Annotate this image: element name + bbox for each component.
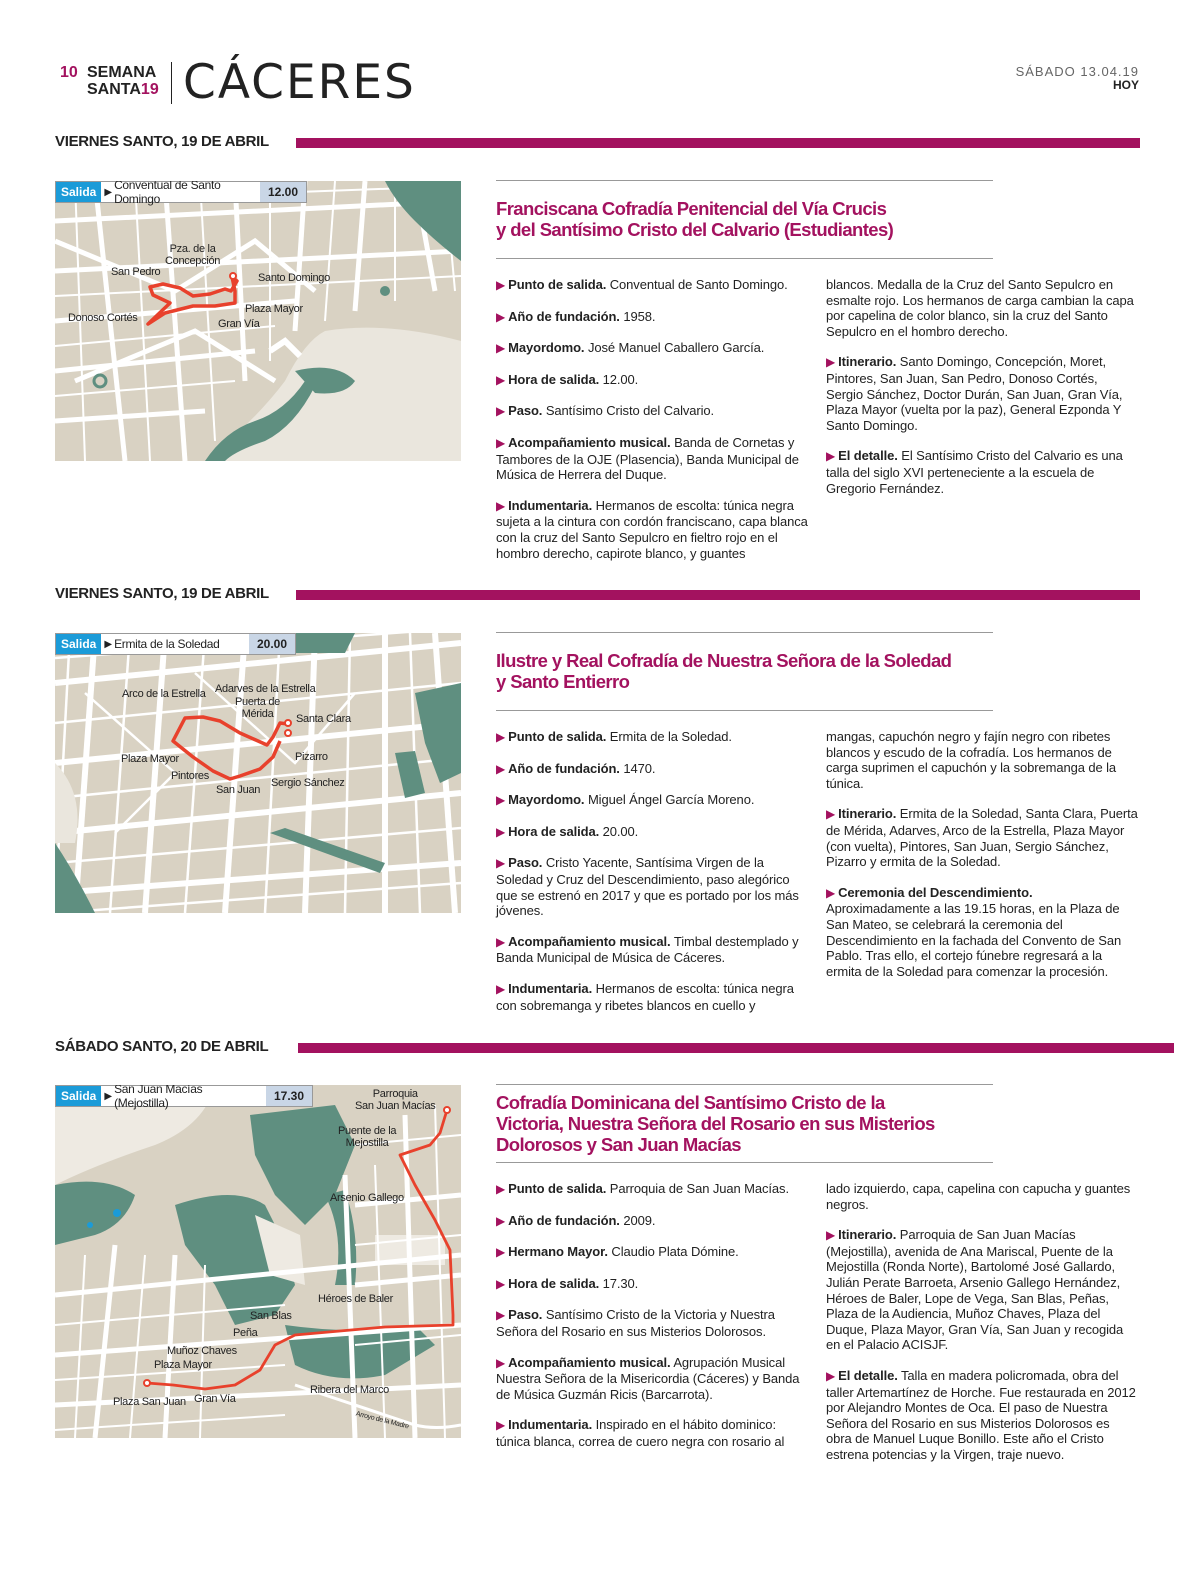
map-label: Santa Clara	[296, 713, 351, 725]
info-label: Paso.	[508, 403, 543, 419]
info-item	[496, 981, 808, 1013]
title-line: Franciscana Cofradía Penitencial del Vía Crucis	[496, 198, 887, 219]
info-item	[496, 1181, 808, 1198]
salida-time: 12.00	[260, 182, 306, 202]
info-text: blancos. Medalla de la Cruz del Santo Sepulcro en esmalte rojo. Los hermanos de carga cambian la capa por capelina de color blanco, sin la cruz del Santo Sepulcro en el hombro derecho.	[826, 277, 1134, 339]
info-item	[826, 806, 1138, 869]
info-column-3b	[826, 1181, 1138, 1478]
map-label: Muñoz Chaves	[167, 1345, 237, 1357]
info-text: El Santísimo Cristo del Calvario es una talla del siglo XVI perteneciente a la escuela de Gregorio Fernández.	[826, 448, 1123, 496]
info-text: Aproximadamente a las 19.15 horas, en la Plaza de San Mateo, se celebrará la ceremonia del Descendimiento en la fachada del Convento de San Pablo. Tras ello, el cortejo fúnebre regresará a la ermita de la Soledad para comenzar la procesión.	[826, 901, 1122, 979]
triangle-icon: ▶	[826, 1368, 836, 1383]
info-text: Conventual de Santo Domingo.	[606, 277, 788, 292]
info-label: Hora de salida.	[508, 371, 600, 387]
info-label: Itinerario.	[838, 806, 897, 822]
info-item	[496, 1307, 808, 1339]
info-text: Santísimo Cristo del Calvario.	[542, 403, 715, 419]
info-label: Mayordomo.	[508, 340, 585, 356]
map-label: Plaza Mayor	[245, 303, 303, 315]
map-label	[165, 243, 220, 267]
section-logo	[87, 64, 159, 98]
info-label: Punto de salida.	[508, 277, 607, 292]
map-label: Ribera del Marco	[310, 1384, 389, 1396]
title-line: Cofradía Dominicana del Santísimo Cristo de la	[496, 1092, 885, 1113]
newspaper-name: HOY	[1112, 78, 1139, 92]
triangle-icon: ▶	[496, 1276, 506, 1291]
info-item	[496, 934, 808, 966]
brotherhood-title-2	[496, 650, 1096, 692]
info-label: Año de fundación.	[508, 308, 620, 324]
triangle-icon: ▶	[496, 1308, 506, 1323]
info-label: Hermano Mayor.	[508, 1244, 608, 1260]
map-label: Gran Vía	[218, 318, 260, 330]
info-text: Ermita de la Soledad, Santa Clara, Puerta de Mérida, Adarves, Arco de la Estrella, Plaza Mayor (con vuelta), Pintores, San Juan, Sergio Sánchez, Pizarro y ermita de la Soledad.	[826, 806, 1138, 870]
arrow-right-icon: ▶	[104, 638, 113, 650]
info-text: 1470.	[619, 760, 656, 776]
triangle-icon: ▶	[496, 1182, 506, 1196]
info-column-3a	[496, 1181, 808, 1465]
rule	[496, 180, 993, 181]
info-item	[826, 1181, 1138, 1212]
salida-tag: Salida	[56, 182, 101, 202]
triangle-icon: ▶	[496, 856, 506, 871]
salida-location: Ermita de la Soledad	[114, 637, 220, 651]
triangle-icon: ▶	[496, 730, 506, 744]
map-label: Adarves de la Estrella	[215, 683, 316, 695]
info-label: Acompañamiento musical.	[508, 933, 671, 949]
title-line: Ilustre y Real Cofradía de Nuestra Señora de la Soledad	[496, 650, 952, 671]
info-item	[496, 309, 808, 326]
info-label: Hora de salida.	[508, 1275, 600, 1291]
triangle-icon: ▶	[826, 1228, 836, 1243]
info-text: Parroquia de San Juan Macías (Mejostilla), avenida de Ana Mariscal, Puente de la Mejostilla (Ronda Norte), Bartolomé José Gallardo, Julián Perate Barroeta, Arsenio Gallego Hernández, Héroes de Baler, Lope de Vega, San Blas, Peñas, Plaza de la Audiencia, Muñoz Chaves, Plaza del Duque, Plaza Mayor, Gran Vía, San Juan y recogida en el Palacio ACISJF.	[826, 1227, 1124, 1353]
info-item	[496, 824, 808, 841]
info-item	[826, 277, 1138, 339]
info-item	[496, 792, 808, 809]
info-item	[826, 448, 1138, 496]
day-bar-1	[296, 138, 1140, 148]
triangle-icon: ▶	[496, 341, 506, 356]
info-column-2a	[496, 729, 808, 1028]
triangle-icon: ▶	[496, 981, 506, 996]
triangle-icon: ▶	[826, 885, 836, 900]
map-label: Plaza San Juan	[113, 1396, 186, 1408]
info-label: Indumentaria.	[508, 497, 593, 513]
map-label: San Blas	[250, 1310, 292, 1322]
info-text: Santo Domingo, Concepción, Moret, Pintores, San Juan, San Pedro, Donoso Cortés, Sergio Sánchez, Doctor Durán, San Juan, Gran Vía, Plaza Mayor (vuelta por la paz), General Ezponda Y Santo Domingo.	[826, 354, 1123, 433]
info-text: Cristo Yacente, Santísima Virgen de la Soledad y Cruz del Descendimiento, paso alegórico que se estrenó en 2017 y que es portado por los más jóvenes.	[496, 855, 799, 919]
day-label-1: VIERNES SANTO, 19 DE ABRIL	[55, 133, 269, 150]
info-text: mangas, capuchón negro y fajín negro con ribetes blancos y escudo de la cofradía. Los hermanos de carga suprimen el capuchón y la sobremanga de la túnica.	[826, 729, 1117, 791]
info-label: Mayordomo.	[508, 792, 585, 808]
info-label: Año de fundación.	[508, 760, 620, 776]
map-label: Santo Domingo	[258, 272, 330, 284]
brotherhood-title-3	[496, 1092, 1096, 1155]
route-map-2	[55, 633, 461, 913]
info-item	[496, 761, 808, 778]
title-line: y del Santísimo Cristo del Calvario (Estudiantes)	[496, 219, 894, 240]
triangle-icon: ▶	[826, 449, 836, 464]
info-column-1a	[496, 277, 808, 576]
info-text: 1958.	[619, 308, 656, 324]
map-label-line: Mérida	[241, 708, 274, 720]
map-graphic-3	[55, 1085, 461, 1438]
triangle-icon: ▶	[496, 435, 506, 450]
triangle-icon: ▶	[496, 278, 506, 292]
map-label-line: Parroquia	[372, 1088, 418, 1100]
arrow-right-icon: ▶	[104, 186, 113, 198]
info-column-1b	[826, 277, 1138, 511]
info-item	[496, 1355, 808, 1403]
map-label-line: Concepción	[165, 255, 221, 267]
info-label: Punto de salida.	[508, 729, 607, 744]
info-item	[496, 1244, 808, 1261]
rule	[496, 258, 993, 259]
salida-location: Conventual de Santo Domingo	[114, 181, 221, 206]
info-text: José Manuel Caballero García.	[584, 340, 765, 356]
issue-date: SÁBADO 13.04.19	[1015, 64, 1139, 79]
info-text: Talla en madera policromada, obra del taller Artemartínez de Horche. Fue restaurada en 2012 por Alejandro Montes de Oca. El paso de Nuestra Señora del Rosario en sus Misterios Dolorosos es obra de Manuel Luque Bonillo. Este año el Cristo estrena potencias y la Virgen, traje nuevo.	[826, 1367, 1136, 1462]
logo-santa	[87, 81, 159, 98]
route-map-3	[55, 1085, 461, 1438]
map-label-line: Puerta de	[235, 696, 281, 708]
info-item	[826, 1368, 1138, 1463]
logo-semana: SEMANA	[87, 64, 157, 81]
info-item	[826, 354, 1138, 433]
salida-box-2	[55, 633, 296, 655]
info-label: Indumentaria.	[508, 1417, 593, 1433]
day-bar-2	[296, 590, 1140, 600]
info-label: El detalle.	[838, 448, 898, 464]
info-label: Indumentaria.	[508, 980, 593, 996]
info-text: Miguel Ángel García Moreno.	[584, 792, 755, 808]
triangle-icon: ▶	[496, 1213, 506, 1228]
map-graphic-2	[55, 633, 461, 913]
info-label: Paso.	[508, 1307, 543, 1323]
map-label: Sergio Sánchez	[271, 777, 345, 789]
info-text: lado izquierdo, capa, capelina con capucha y guantes negros.	[826, 1181, 1131, 1212]
title-line: Dolorosos y San Juan Macías	[496, 1134, 741, 1155]
info-text: Timbal destemplado y Banda Municipal de Música de Cáceres.	[496, 933, 799, 966]
map-label-line: Puente de la	[338, 1125, 397, 1137]
triangle-icon: ▶	[826, 807, 836, 822]
salida-time: 20.00	[249, 634, 295, 654]
info-item	[496, 855, 808, 918]
info-label: Acompañamiento musical.	[508, 1354, 671, 1370]
info-text: Claudio Plata Dómine.	[607, 1244, 739, 1260]
info-label: Acompañamiento musical.	[508, 434, 671, 450]
rule	[496, 632, 993, 633]
info-text: 20.00.	[599, 823, 639, 839]
info-item	[496, 340, 808, 357]
info-item	[826, 729, 1138, 791]
map-label: Plaza Mayor	[121, 753, 179, 765]
rule	[496, 1162, 993, 1163]
rule	[496, 710, 993, 711]
brotherhood-title-1	[496, 198, 1096, 240]
info-item	[496, 1213, 808, 1230]
day-label-3: SÁBADO SANTO, 20 DE ABRIL	[55, 1038, 269, 1055]
map-label: Arsenio Gallego	[330, 1192, 404, 1204]
logo-year: 19	[140, 81, 159, 98]
info-label: Hora de salida.	[508, 823, 600, 839]
map-label-line: Mejostilla	[345, 1137, 389, 1149]
salida-tag: Salida	[56, 1086, 101, 1106]
info-text: 12.00.	[599, 371, 639, 387]
info-text: Banda de Cornetas y Tambores de la OJE (Plasencia), Banda Municipal de Música de Herrera del Duque.	[496, 434, 799, 483]
map-label: San Juan	[216, 784, 261, 796]
info-label: Paso.	[508, 855, 543, 871]
info-text: Agrupación Musical Nuestra Señora de la Misericordia (Cáceres) y Banda de Música Guzmán Ricis (Barcarrota).	[496, 1354, 800, 1402]
info-item	[496, 435, 808, 483]
info-text: Parroquia de San Juan Macías.	[606, 1181, 789, 1196]
map-label: Pintores	[171, 770, 209, 782]
salida-box-3	[55, 1085, 313, 1110]
map-label: Arco de la Estrella	[122, 688, 206, 700]
page-number: 10	[60, 64, 78, 81]
logo-santa-word: SANTA	[87, 81, 141, 98]
map-label: Arroyo de la Madre	[355, 1410, 410, 1431]
info-item	[496, 1417, 808, 1449]
triangle-icon: ▶	[496, 934, 506, 949]
map-label	[355, 1088, 436, 1112]
map-label	[235, 696, 280, 720]
info-item	[496, 498, 808, 561]
info-item	[826, 885, 1138, 980]
route-map-1	[55, 181, 461, 461]
info-text: Ermita de la Soledad.	[606, 729, 732, 744]
header-divider	[171, 62, 172, 104]
info-column-2b	[826, 729, 1138, 994]
info-item	[496, 1276, 808, 1293]
info-item	[826, 1227, 1138, 1353]
info-label: Itinerario.	[838, 354, 897, 370]
info-item	[496, 729, 808, 746]
triangle-icon: ▶	[496, 761, 506, 776]
info-text: Inspirado en el hábito dominico: túnica blanca, correa de cuero negra con rosario al	[496, 1417, 785, 1449]
salida-tag: Salida	[56, 634, 101, 654]
map-label: Pizarro	[295, 751, 328, 763]
map-label: San Pedro	[111, 266, 161, 278]
map-label-line: Pza. de la	[169, 243, 216, 255]
triangle-icon: ▶	[496, 793, 506, 808]
triangle-icon: ▶	[496, 404, 506, 419]
map-label: Gran Vía	[194, 1393, 236, 1405]
triangle-icon: ▶	[496, 309, 506, 324]
info-text: Hermanos de escolta: túnica negra sujeta a la cintura con cordón franciscano, capa blanca con la cruz del Santo Sepulcro en fieltro rojo en el hombro derecho, capirote blanco, y guantes	[496, 497, 808, 561]
info-text: Santísimo Cristo de la Victoria y Nuestra Señora del Rosario en sus Misterios Dolorosos.	[496, 1307, 775, 1339]
title-line: y Santo Entierro	[496, 671, 630, 692]
salida-time: 17.30	[266, 1086, 312, 1106]
info-label: Punto de salida.	[508, 1181, 607, 1196]
salida-box-1	[55, 181, 307, 206]
map-label: Plaza Mayor	[154, 1359, 212, 1371]
triangle-icon: ▶	[496, 824, 506, 839]
rule	[496, 1084, 993, 1085]
info-label: Año de fundación.	[508, 1212, 620, 1228]
triangle-icon: ▶	[826, 355, 836, 370]
map-label: Peña	[233, 1327, 258, 1339]
page-title: CÁCERES	[183, 55, 416, 110]
title-line: Victoria, Nuestra Señora del Rosario en sus Misterios	[496, 1113, 935, 1134]
info-item	[496, 372, 808, 389]
info-text: 2009.	[619, 1212, 656, 1228]
arrow-right-icon: ▶	[104, 1090, 113, 1102]
info-label: El detalle.	[838, 1367, 898, 1383]
day-label-2: VIERNES SANTO, 19 DE ABRIL	[55, 585, 269, 602]
info-label: Ceremonia del Descendimiento.	[838, 884, 1033, 900]
map-label: Donoso Cortés	[68, 312, 138, 324]
day-bar-3	[298, 1043, 1174, 1053]
info-item	[496, 277, 808, 294]
triangle-icon: ▶	[496, 498, 506, 513]
map-label	[338, 1125, 396, 1149]
map-label-line: San Juan Macías	[355, 1100, 436, 1112]
triangle-icon: ▶	[496, 372, 506, 387]
info-text: 17.30.	[599, 1275, 639, 1291]
info-text: Hermanos de escolta: túnica negra con sobremanga y ribetes blancos en cuello y	[496, 980, 794, 1013]
triangle-icon: ▶	[496, 1245, 506, 1260]
info-item	[496, 403, 808, 420]
salida-location: San Juan Macías (Mejostilla)	[114, 1085, 203, 1110]
map-label: Héroes de Baler	[318, 1293, 393, 1305]
triangle-icon: ▶	[496, 1355, 506, 1370]
triangle-icon: ▶	[496, 1418, 506, 1433]
info-label: Itinerario.	[838, 1227, 897, 1243]
